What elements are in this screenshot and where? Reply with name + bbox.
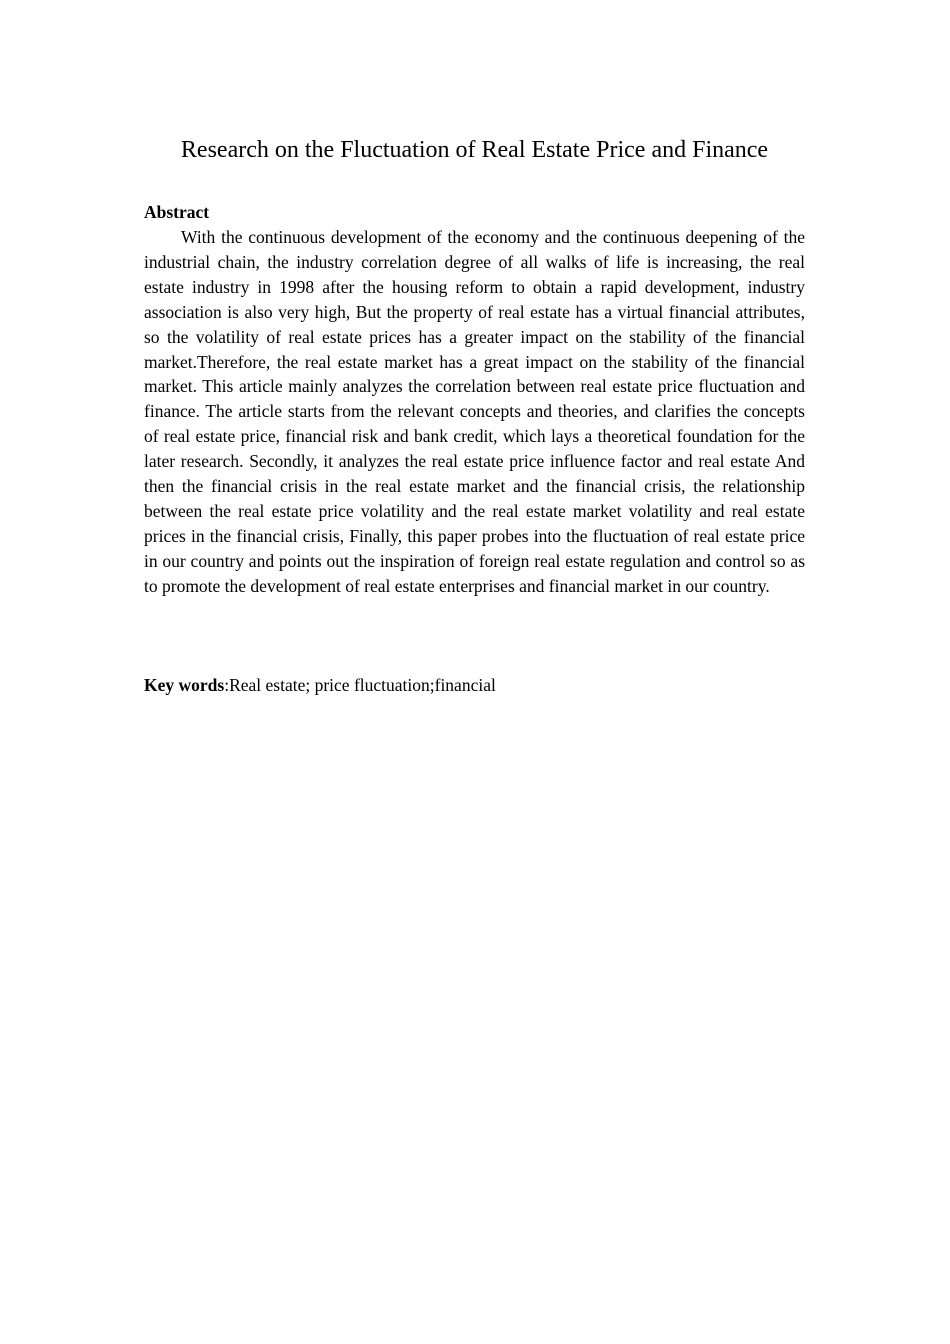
abstract-heading: Abstract — [144, 202, 210, 222]
keywords-separator: : — [224, 675, 230, 695]
abstract-body: With the continuous development of the economy and the continuous deepening of the industrial chain, the industry correlation degree of all walks of life is increasing, the real estate industry in 1998 after the housing reform to obtain a rapid development, industry association is also very high, But the property of real estate has a virtual financial attributes, so the volatility of real estate prices has a greater impact on the stability of the financial market.Therefore, the real estate market has a great impact on the stability of the financial market. This article mainly analyzes the correlation between real estate price fluctuation and finance. The article starts from the relevant concepts and theories, and clarifies the concepts of real estate price, financial risk and bank credit, which lays a theoretical foundation for the later research. Secondly, it analyzes the real estate price influence factor and real estate And then the financial crisis in the real estate market and the financial crisis, the relationship between the real estate price volatility and the real estate market volatility and real estate prices in the financial crisis, Finally, this paper probes into the fluctuation of real estate price in our country and points out the inspiration of foreign real estate regulation and control so as to promote the development of real estate enterprises and financial market in our country. — [144, 227, 805, 596]
paper-title: Research on the Fluctuation of Real Estate Price and Finance — [180, 137, 769, 163]
keywords-text: Real estate; price fluctuation;financial — [229, 675, 496, 695]
keywords-label: Key words — [144, 675, 225, 695]
keywords-line — [144, 673, 805, 697]
